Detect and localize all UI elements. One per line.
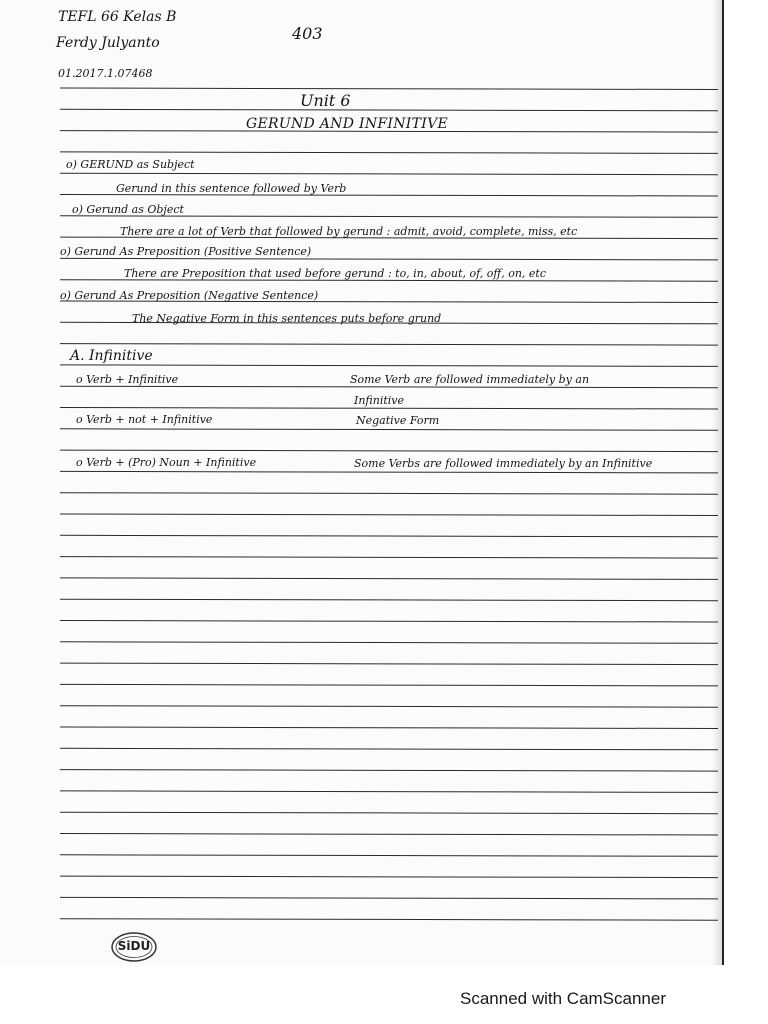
ruled-line <box>60 344 718 346</box>
ruled-line <box>60 109 718 111</box>
ruled-line <box>60 365 718 367</box>
ruled-line <box>60 770 718 772</box>
ruled-line <box>60 727 718 729</box>
ruled-line <box>60 429 718 431</box>
infinitive-pattern-1: o Verb + Infinitive <box>76 373 179 386</box>
ruled-line <box>60 684 718 686</box>
gerund-detail-2: There are a lot of Verb that followed by gerund : admit, avoid, complete, miss, etc <box>120 225 578 238</box>
ruled-line <box>60 557 718 559</box>
ruled-line <box>60 599 718 601</box>
gerund-detail-4: The Negative Form in this sentences puts before grund <box>132 312 442 325</box>
infinitive-pattern-2: o Verb + not + Infinitive <box>76 413 213 426</box>
infinitive-note-1: Some Verb are followed immediately by an <box>350 373 590 386</box>
ruled-line <box>60 173 718 175</box>
ruled-line <box>60 897 718 899</box>
gerund-heading-2: o) Gerund as Object <box>72 203 184 216</box>
ruled-line <box>60 621 718 623</box>
ruled-line <box>60 642 718 644</box>
gerund-detail-3: There are Preposition that used before gerund : to, in, about, of, off, on, etc <box>124 267 546 280</box>
ruled-line <box>60 812 718 814</box>
ruled-line <box>60 514 718 516</box>
ruled-line <box>60 876 718 878</box>
gerund-detail-1: Gerund in this sentence followed by Verb <box>116 182 347 195</box>
topic-title: GERUND AND INFINITIVE <box>246 116 449 132</box>
infinitive-note-2: Negative Form <box>356 414 440 427</box>
notebook-brand-logo <box>110 931 158 963</box>
class-line: TEFL 66 Kelas B <box>58 9 177 25</box>
ruled-line <box>60 919 718 921</box>
page-edge <box>712 0 722 965</box>
page-number: 403 <box>292 24 323 43</box>
gerund-heading-3: o) Gerund As Preposition (Positive Sentence) <box>60 245 312 258</box>
unit-title: Unit 6 <box>300 91 351 110</box>
ruled-line <box>60 855 718 857</box>
ruled-line <box>60 578 718 580</box>
gerund-heading-4: o) Gerund As Preposition (Negative Sentence) <box>60 289 319 302</box>
ruled-line <box>60 88 718 90</box>
student-id: 01.2017.1.07468 <box>58 67 153 80</box>
ruled-line <box>60 663 718 665</box>
ruled-line <box>60 493 718 495</box>
infinitive-pattern-3: o Verb + (Pro) Noun + Infinitive <box>76 456 257 469</box>
gerund-heading-1: o) GERUND as Subject <box>66 158 195 171</box>
infinitive-heading: A. Infinitive <box>70 348 153 364</box>
ruled-line <box>60 152 718 154</box>
ruled-line <box>60 450 718 452</box>
logo-text: SiDU <box>117 939 151 953</box>
student-name: Ferdy Julyanto <box>56 35 160 51</box>
ruled-line <box>60 535 718 537</box>
infinitive-note-1-cont: Infinitive <box>354 394 405 407</box>
ruled-line <box>60 791 718 793</box>
ruled-line <box>60 748 718 750</box>
scanner-watermark: Scanned with CamScanner <box>460 989 667 1008</box>
ruled-line <box>60 706 718 708</box>
ruled-line <box>60 834 718 836</box>
infinitive-note-3: Some Verbs are followed immediately by an Infinitive <box>354 457 653 470</box>
